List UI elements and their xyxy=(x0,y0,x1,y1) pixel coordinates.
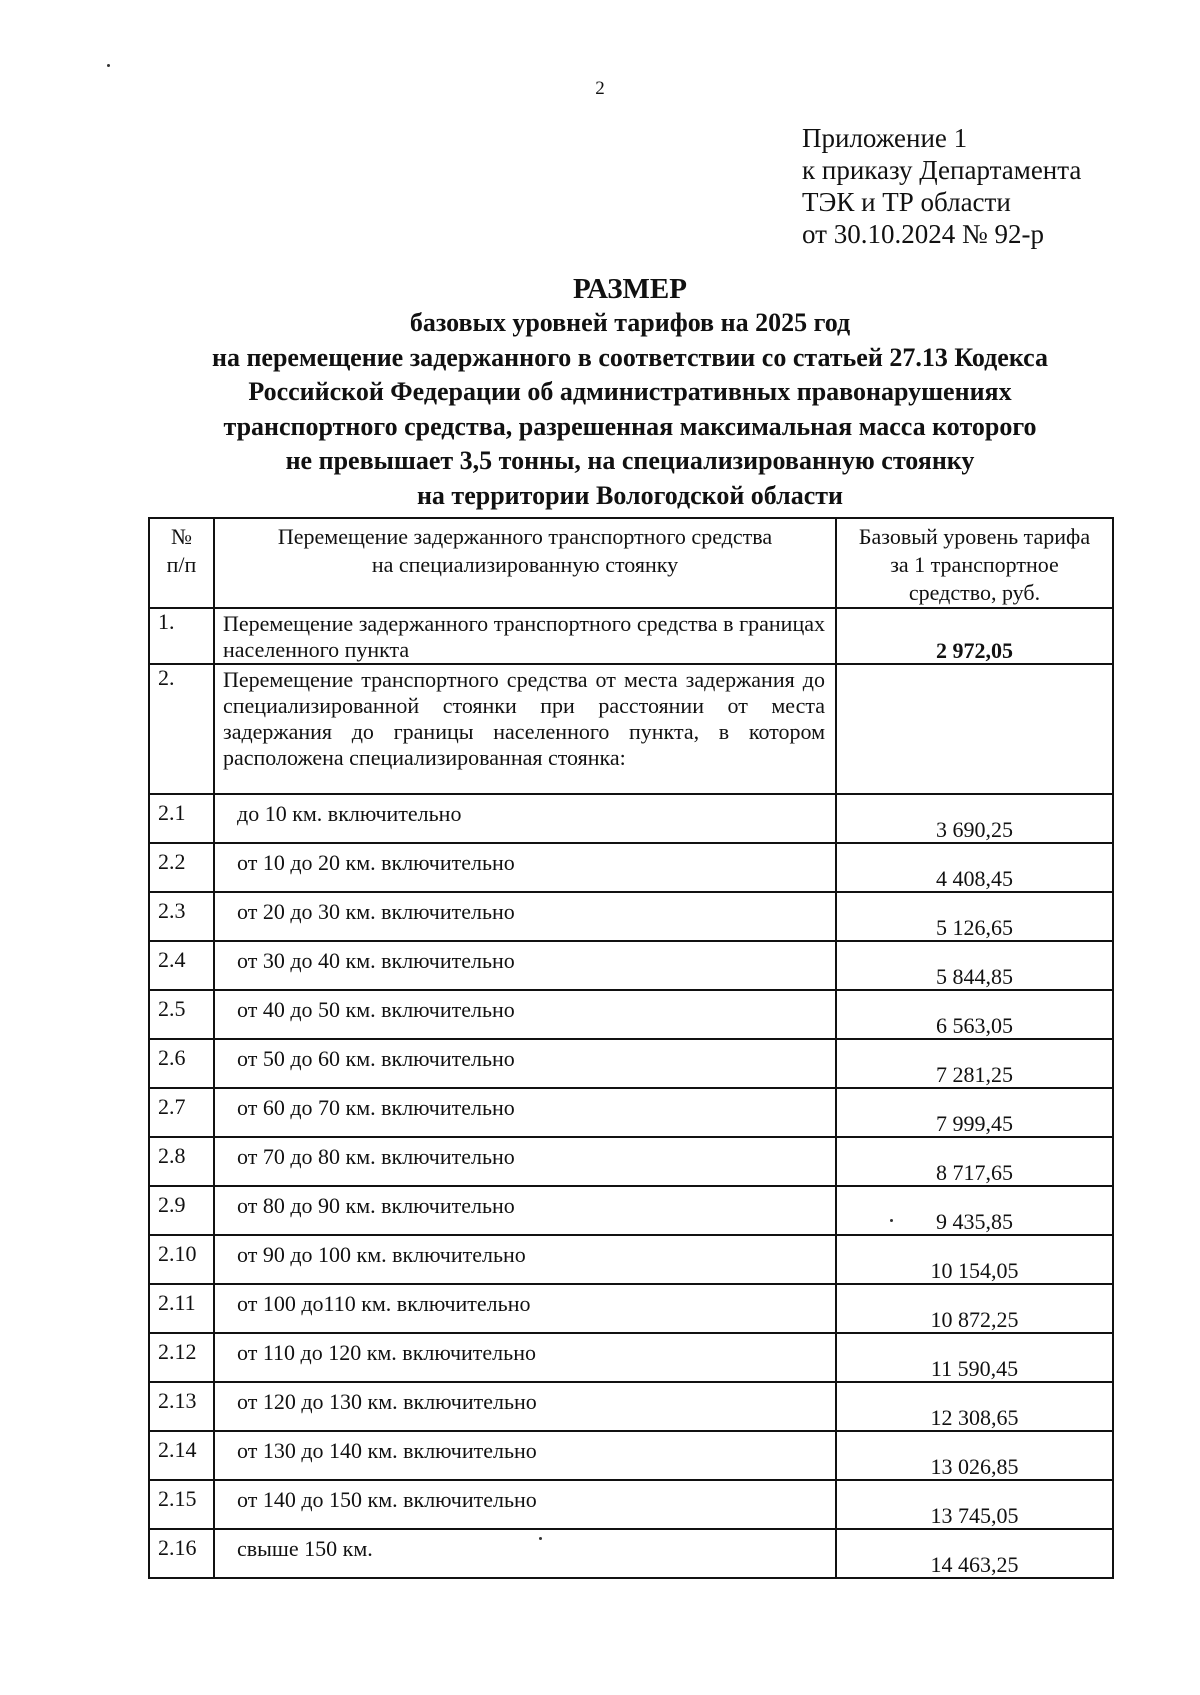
table-row xyxy=(149,941,1113,990)
title-line: базовых уровней тарифов на 2025 год xyxy=(409,308,851,337)
row-description: от 10 до 20 км. включительно xyxy=(214,843,836,892)
row-num: 2.14 xyxy=(149,1431,214,1480)
row-num: 2.2 xyxy=(149,843,214,892)
row-value: 14 463,25 xyxy=(930,1552,1019,1577)
row-value-cell xyxy=(836,1235,1113,1284)
row-value-cell xyxy=(836,1137,1113,1186)
row-description: Перемещение задержанного транспортного средства в границах населенного пункта xyxy=(214,608,836,664)
header-num-line: № xyxy=(171,524,192,549)
table-row xyxy=(149,843,1113,892)
table-row xyxy=(149,608,1113,664)
header-val-line: Базовый уровень тарифа xyxy=(858,524,1091,549)
row-num: 2.12 xyxy=(149,1333,214,1382)
table-row xyxy=(149,664,1113,794)
row-value-cell xyxy=(836,664,1113,794)
row-num: 2.4 xyxy=(149,941,214,990)
table-row xyxy=(149,1284,1113,1333)
row-value-cell xyxy=(836,892,1113,941)
table-row xyxy=(149,794,1113,843)
appendix-note xyxy=(802,122,1081,250)
subrows-body xyxy=(149,794,1113,1578)
row-value: 6 563,05 xyxy=(936,1013,1013,1038)
row-value-cell xyxy=(836,941,1113,990)
row-value: 8 717,65 xyxy=(936,1160,1013,1185)
row-value-cell xyxy=(836,1382,1113,1431)
row-description: от 90 до 100 км. включительно xyxy=(214,1235,836,1284)
row-num: 2. xyxy=(149,664,214,794)
row-num: 2.1 xyxy=(149,794,214,843)
row-value-cell xyxy=(836,608,1113,664)
row-num: 2.9 xyxy=(149,1186,214,1235)
row-description: от 100 до110 км. включительно xyxy=(214,1284,836,1333)
scan-speck xyxy=(107,64,110,67)
row-description: от 80 до 90 км. включительно xyxy=(214,1186,836,1235)
table-row xyxy=(149,1039,1113,1088)
table-row xyxy=(149,990,1113,1039)
row-value-cell xyxy=(836,1088,1113,1137)
row-description: свыше 150 км. xyxy=(214,1529,836,1578)
table-row xyxy=(149,1382,1113,1431)
header-num xyxy=(149,518,214,608)
table-row xyxy=(149,1431,1113,1480)
title-line: транспортного средства, разрешенная максимальная масса которого xyxy=(223,411,1037,441)
header-val-line: средство, руб. xyxy=(908,580,1041,605)
row-description: от 120 до 130 км. включительно xyxy=(214,1382,836,1431)
title-line: на территории Вологодской области xyxy=(416,480,844,510)
page-number: 2 xyxy=(595,78,605,99)
document-title xyxy=(100,272,1160,513)
title-line: Российской Федерации об административных правонарушениях xyxy=(248,377,1012,406)
row-value: 5 126,65 xyxy=(936,915,1013,940)
row-value-cell xyxy=(836,1186,1113,1235)
title-line: на перемещение задержанного в соответствии со статьей 27.13 Кодекса xyxy=(211,342,1049,372)
table-row xyxy=(149,1186,1113,1235)
tariff-table xyxy=(148,517,1114,1579)
header-description xyxy=(214,518,836,608)
title-main: РАЗМЕР xyxy=(573,273,687,305)
row-value: 4 408,45 xyxy=(936,866,1013,891)
row-description: от 30 до 40 км. включительно xyxy=(214,941,836,990)
row-description: до 10 км. включительно xyxy=(214,794,836,843)
appendix-line: ТЭК и ТР области xyxy=(802,187,1011,217)
row-value-cell xyxy=(836,1039,1113,1088)
table-header-row xyxy=(149,518,1113,608)
table-row xyxy=(149,1480,1113,1529)
table-row xyxy=(149,1235,1113,1284)
row-num: 2.3 xyxy=(149,892,214,941)
row-num: 1. xyxy=(149,608,214,664)
row-description: от 130 до 140 км. включительно xyxy=(214,1431,836,1480)
row-description: от 40 до 50 км. включительно xyxy=(214,990,836,1039)
row-value-cell xyxy=(836,1529,1113,1578)
header-desc-line: на специализированную стоянку xyxy=(371,552,679,577)
row-num: 2.5 xyxy=(149,990,214,1039)
row-value-cell xyxy=(836,1480,1113,1529)
row-value: 10 154,05 xyxy=(930,1258,1019,1283)
row-description: от 50 до 60 км. включительно xyxy=(214,1039,836,1088)
table-row xyxy=(149,1529,1113,1578)
row-value-cell xyxy=(836,1431,1113,1480)
row-value: 10 872,25 xyxy=(930,1307,1019,1332)
table-row xyxy=(149,1088,1113,1137)
row-num: 2.8 xyxy=(149,1137,214,1186)
row-value: 13 745,05 xyxy=(930,1503,1019,1528)
row-value: 11 590,45 xyxy=(930,1356,1019,1381)
row-description: Перемещение транспортного средства от места задержания до специализированной стоянки при расстоянии от места задержания до границы населенного пункта, в котором расположена специализированная стоянка: xyxy=(214,664,836,794)
row-value: 7 281,25 xyxy=(936,1062,1013,1087)
row-description: от 110 до 120 км. включительно xyxy=(214,1333,836,1382)
row-description: от 60 до 70 км. включительно xyxy=(214,1088,836,1137)
row-value: 5 844,85 xyxy=(936,964,1013,989)
row-num: 2.16 xyxy=(149,1529,214,1578)
row-value: 12 308,65 xyxy=(930,1405,1019,1430)
row-num: 2.6 xyxy=(149,1039,214,1088)
row-value-cell xyxy=(836,990,1113,1039)
row-num: 2.10 xyxy=(149,1235,214,1284)
title-line: не превышает 3,5 тонны, на специализированную стоянку xyxy=(285,446,975,475)
row-value-cell xyxy=(836,843,1113,892)
row-value-cell xyxy=(836,1333,1113,1382)
header-val-line: за 1 транспортное xyxy=(890,552,1059,577)
row-description: от 20 до 30 км. включительно xyxy=(214,892,836,941)
row-value: 7 999,45 xyxy=(936,1111,1013,1136)
row-num: 2.15 xyxy=(149,1480,214,1529)
row-value: 13 026,85 xyxy=(930,1454,1019,1479)
row-value: 2 972,05 xyxy=(936,638,1013,663)
row-description: от 70 до 80 км. включительно xyxy=(214,1137,836,1186)
table-row xyxy=(149,1333,1113,1382)
table-row xyxy=(149,1137,1113,1186)
header-num-line: п/п xyxy=(166,552,197,577)
header-value xyxy=(836,518,1113,608)
appendix-line: от 30.10.2024 № 92-р xyxy=(802,219,1044,249)
row-num: 2.7 xyxy=(149,1088,214,1137)
row-value-cell xyxy=(836,794,1113,843)
table-row xyxy=(149,892,1113,941)
row-value: 9 435,85 xyxy=(936,1209,1013,1234)
row-num: 2.13 xyxy=(149,1382,214,1431)
appendix-line: Приложение 1 xyxy=(802,123,968,153)
row-value: 3 690,25 xyxy=(936,817,1013,842)
row-num: 2.11 xyxy=(149,1284,214,1333)
header-desc-line: Перемещение задержанного транспортного средства xyxy=(277,524,773,549)
row-description: от 140 до 150 км. включительно xyxy=(214,1480,836,1529)
row-value-cell xyxy=(836,1284,1113,1333)
appendix-line: к приказу Департамента xyxy=(802,155,1082,185)
